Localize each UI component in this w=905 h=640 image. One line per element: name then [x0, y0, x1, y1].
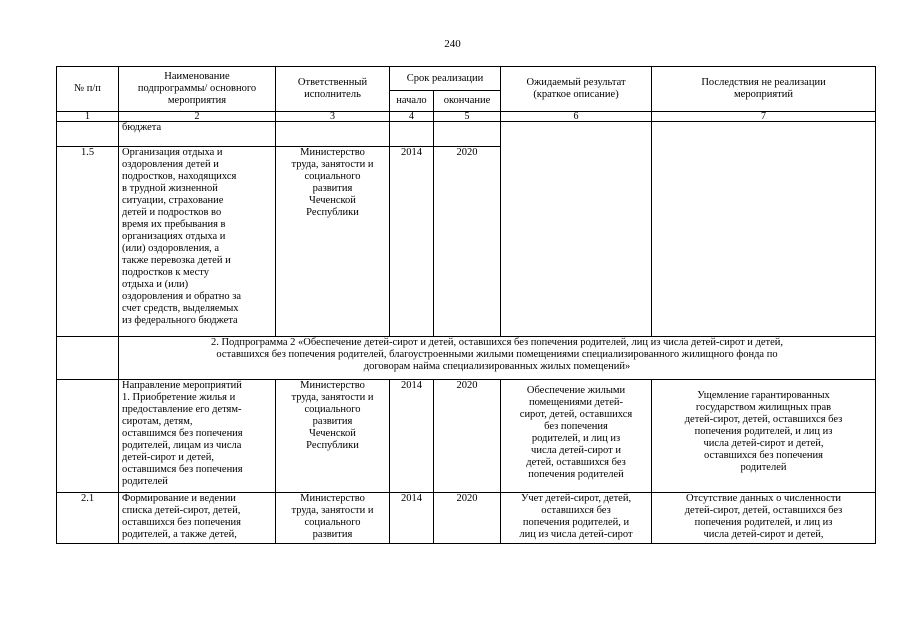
row-result: Учет детей-сирот, детей, оставшихся без попечения родителей, и лиц из числа детей-сирот [501, 493, 652, 544]
header-start: начало [390, 91, 434, 112]
row-executor: Министерство труда, занятости и социального развития Чеченской Республики [276, 380, 390, 493]
row-name: Направление мероприятий 1. Приобретение жилья и предоставление его детям- сиротам, детям, оставшимся без попечения родителей, лицам из числа детей-сирот и детей, оставшимся без попечения родителей [119, 380, 276, 493]
column-number-row [57, 112, 876, 122]
row-num [57, 380, 119, 493]
program-table [56, 66, 876, 544]
row-num: 1.5 [57, 147, 119, 337]
column-number: 1 [57, 112, 119, 122]
row-executor: Министерство труда, занятости и социального развития [276, 493, 390, 544]
row-end: 2020 [434, 380, 501, 493]
header-consequence: Последствия не реализации мероприятий [652, 67, 876, 112]
table-row-2-1 [57, 493, 876, 544]
column-number: 2 [119, 112, 276, 122]
table-row-budget-continuation [57, 122, 876, 147]
row-end [434, 122, 501, 147]
row-end: 2020 [434, 493, 501, 544]
column-number: 6 [501, 112, 652, 122]
row-name: бюджета [119, 122, 276, 147]
row-end: 2020 [434, 147, 501, 337]
row-name: Организация отдыха и оздоровления детей и подростков, находящихся в трудной жизненной ситуации, страхование детей и подростков во время их пребывания в организациях отдыха и (или) оздоровления, а также перевозка детей и подростков к месту отдыха и (или) оздоровления и обратно за счет средств, выделяемых из федерального бюджета [119, 147, 276, 337]
row-num [57, 122, 119, 147]
header-row [57, 67, 876, 91]
header-end: окончание [434, 91, 501, 112]
row-executor: Министерство труда, занятости и социального развития Чеченской Республики [276, 147, 390, 337]
header-name: Наименование подпрограммы/ основного мероприятия [119, 67, 276, 112]
row-name: Формирование и ведении списка детей-сирот, детей, оставшихся без попечения родителей, а также детей, [119, 493, 276, 544]
subprogram-title: 2. Подпрограмма 2 «Обеспечение детей-сирот и детей, оставшихся без попечения родителей, лиц из числа детей-сирот и детей, оставшихся без попечения родителей, благоустроенными жилыми помещениями специализированного жилищного фонда по договорам найма специализированных жилых помещений» [119, 337, 876, 380]
column-number: 5 [434, 112, 501, 122]
subprogram-header-row [57, 337, 876, 380]
header-result: Ожидаемый результат (краткое описание) [501, 67, 652, 112]
row-num: 2.1 [57, 493, 119, 544]
row-result [501, 122, 652, 337]
row-start [390, 122, 434, 147]
row-executor [276, 122, 390, 147]
column-number: 4 [390, 112, 434, 122]
page-number: 240 [444, 38, 461, 50]
row-consequence [652, 122, 876, 337]
table-row-direction-1 [57, 380, 876, 493]
header-executor: Ответственный исполнитель [276, 67, 390, 112]
header-num: № п/п [57, 67, 119, 112]
header-period: Срок реализации [390, 67, 501, 91]
row-start: 2014 [390, 493, 434, 544]
row-consequence: Ущемление гарантированных государством жилищных прав детей-сирот, детей, оставшихся без попечения родителей, и лиц из числа детей-сирот и детей, оставшихся без попечения родителей [652, 380, 876, 493]
row-start: 2014 [390, 380, 434, 493]
row-result: Обеспечение жилыми помещениями детей- сирот, детей, оставшихся без попечения родителей, и лиц из числа детей-сирот и детей, оставшихся без попечения родителей [501, 380, 652, 493]
column-number: 3 [276, 112, 390, 122]
column-number: 7 [652, 112, 876, 122]
row-consequence: Отсутствие данных о численности детей-сирот, детей, оставшихся без попечения родителей, и лиц из числа детей-сирот и детей, [652, 493, 876, 544]
row-num [57, 337, 119, 380]
row-start: 2014 [390, 147, 434, 337]
